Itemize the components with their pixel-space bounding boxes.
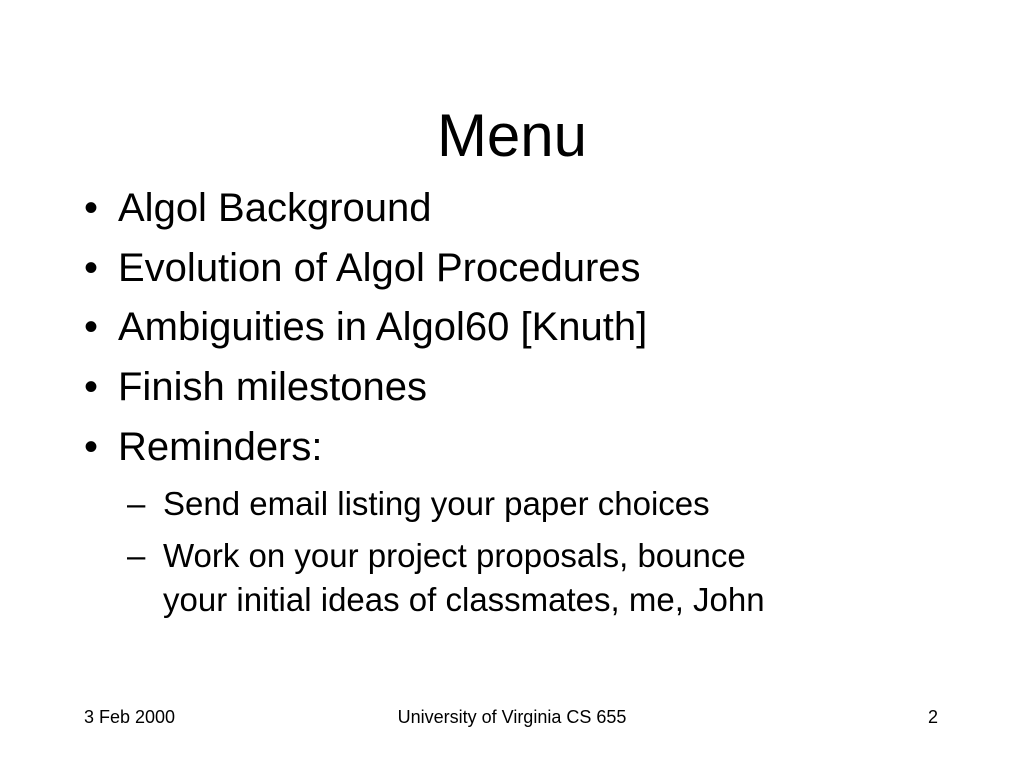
bullet-text: Reminders:: [118, 425, 323, 469]
slide-number: 2: [927, 707, 938, 727]
footer-date: 3 Feb 2000: [84, 707, 176, 727]
bullet-text: Algol Background: [118, 186, 432, 230]
bullet-marker: •: [84, 246, 99, 290]
bullet-marker: •: [84, 305, 99, 349]
footer-course: University of Virginia CS 655: [397, 707, 627, 727]
bullet-marker: •: [84, 425, 99, 469]
bullet-text: Evolution of Algol Procedures: [118, 246, 641, 290]
bullet-text: Finish milestones: [118, 365, 428, 409]
sub-bullet-text-continued: your initial ideas of classmates, me, John: [163, 581, 765, 618]
bullet-marker: •: [84, 186, 99, 230]
slide-title: Menu: [436, 102, 588, 169]
bullet-text: Ambiguities in Algol60 [Knuth]: [118, 305, 648, 349]
sub-bullet-marker: –: [127, 537, 146, 574]
sub-bullet-text: Work on your project proposals, bounce: [163, 537, 746, 574]
sub-bullet-text: Send email listing your paper choices: [163, 485, 710, 522]
sub-bullet-marker: –: [127, 485, 146, 522]
bullet-marker: •: [84, 365, 99, 409]
